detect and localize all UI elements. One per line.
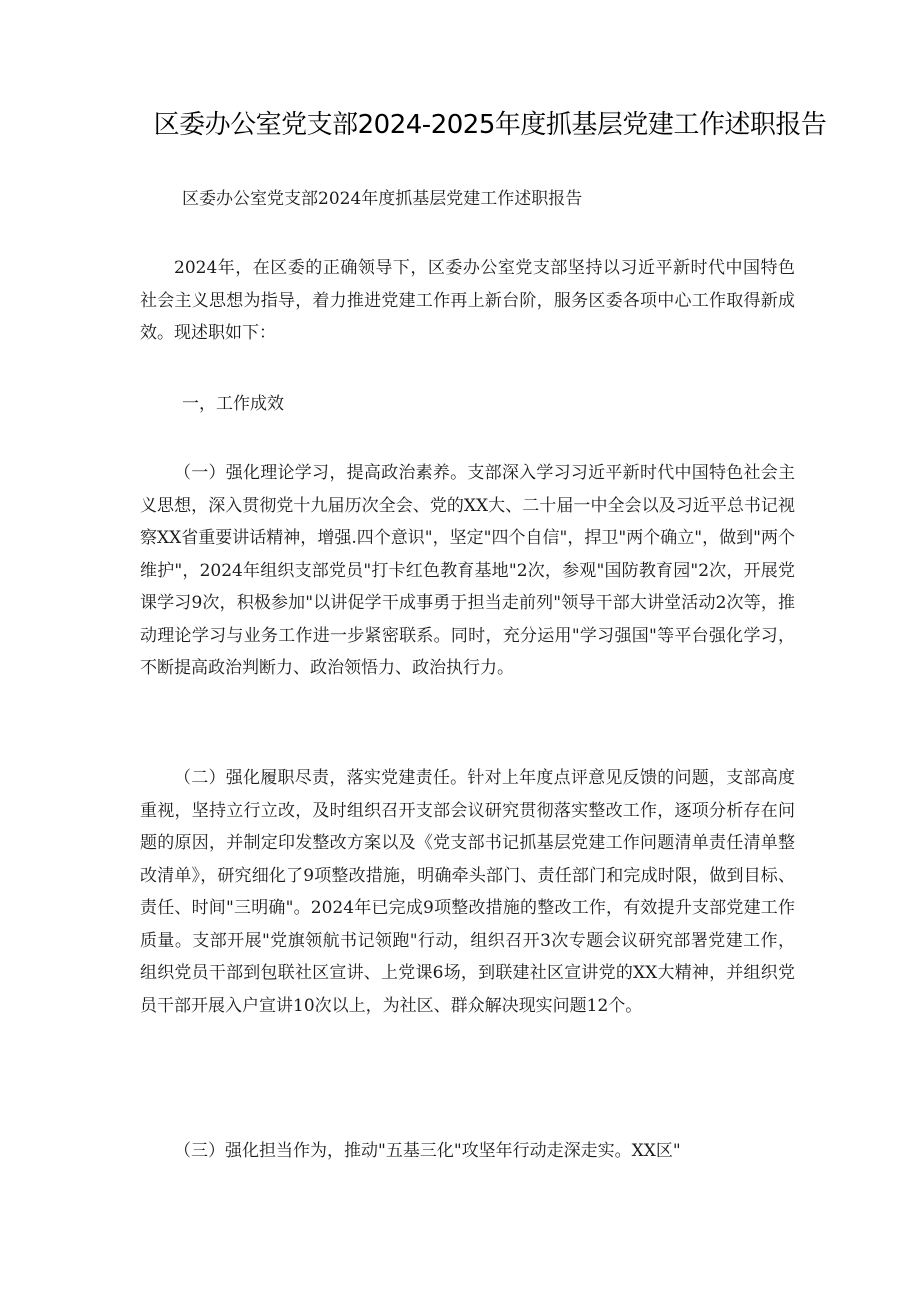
paragraph-2: （二）强化履职尽责，落实党建责任。针对上年度点评意见反馈的问题，支部高度重视，坚持立行立改，及时组织召开支部会议研究贯彻落实整改工作，逐项分析存在问题的原因，并制定印发整改方案以及《党支部书记抓基层党建工作问题清单责任清单整改清单》，研究细化了9项整改措施，明确牵头部门、责任部门和完成时限，做到目标、责任、时间"三明确"。2024年已完成9项整改措施的整改工作，有效提升支部党建工作质量。支部开展"党旗领航书记领跑"行动，组织召开3次专题会议研究部署党建工作，组织党员干部到包联社区宣讲、上党课6场，到联建社区宣讲党的XX大精神，并组织党员干部开展入户宣讲10次以上，为社区、群众解决现实问题12个。 — [140, 768, 795, 1016]
section-heading: 一，工作成效 — [182, 394, 284, 414]
document-title: 区委办公室党支部2024-2025年度抓基层党建工作述职报告 — [153, 110, 827, 140]
paragraph-1: （一）强化理论学习，提高政治素养。支部深入学习习近平新时代中国特色社会主义思想，深入贯彻党十九届历次全会、党的XX大、二十届一中全会以及习近平总书记视察XX省重要讲话精神，增强.四个意识"，坚定"四个自信"，捍卫"两个确立"，做到"两个维护"，2024年组织支部党员"打卡红色教育基地"2次，参观"国防教育园"2次，开展党课学习9次，积极参加"以讲促学干成事勇于担当走前列"领导干部大讲堂活动2次等，推动理论学习与业务工作进一步紧密联系。同时，充分运用"学习强国"等平台强化学习，不断提高政治判断力、政治领悟力、政治执行力。 — [140, 463, 795, 678]
paragraph-3: （三）强化担当作为，推动"五基三化"攻坚年行动走深走实。XX区" — [174, 1141, 681, 1161]
intro-paragraph: 2024年，在区委的正确领导下，区委办公室党支部坚持以习近平新时代中国特色社会主义思想为指导，着力推进党建工作再上新台阶，服务区委各项中心工作取得新成效。现述职如下： — [140, 258, 795, 343]
document-subtitle: 区委办公室党支部2024年度抓基层党建工作述职报告 — [182, 189, 583, 209]
